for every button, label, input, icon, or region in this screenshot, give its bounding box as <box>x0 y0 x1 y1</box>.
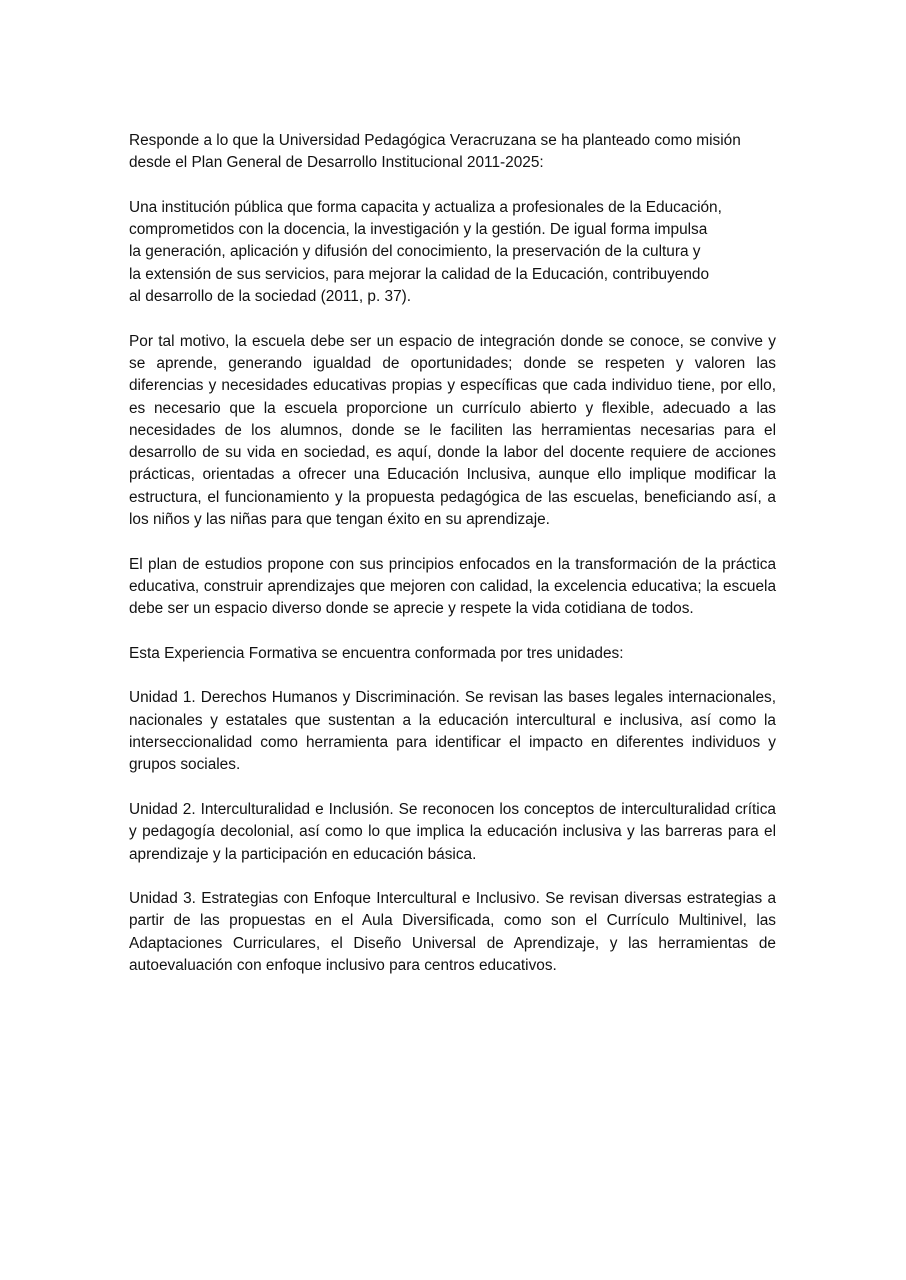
body-paragraph: El plan de estudios propone con sus principios enfocados en la transformación de la práctica educativa, construir aprendizajes que mejoren con calidad, la excelencia educativa; la escuela debe ser un espacio diverso donde se aprecie y respete la vida cotidiana de todos. <box>129 555 776 618</box>
quote-line: la extensión de sus servicios, para mejorar la calidad de la Educación, contribuyendo <box>129 265 710 283</box>
quote-line: la generación, aplicación y difusión del conocimiento, la preservación de la cultura y <box>129 243 701 261</box>
body-paragraph: Por tal motivo, la escuela debe ser un espacio de integración donde se conoce, se convive y se aprende, generando igualdad de oportunidades; donde se respeten y valoren las diferencias y necesidades educativas propias y específicas que cada individuo tiene, por ello, es necesario que la escuela proporcione un currículo abierto y flexible, adecuado a las necesidades de los alumnos, donde se le faciliten las herramientas necesarias para el desarrollo de su vida en sociedad, es aquí, donde la labor del docente requiere de acciones prácticas, orientadas a ofrecer una Educación Inclusiva, aunque ello implique modificar la estructura, el funcionamiento y la propuesta pedagógica de las escuelas, beneficiando así, a los niños y las niñas para que tengan éxito en su aprendizaje. <box>129 332 776 529</box>
intro-paragraph <box>129 130 776 175</box>
quote-line: Una institución pública que forma capacita y actualiza a profesionales de la Educación, <box>129 198 722 216</box>
unit-paragraph: Unidad 2. Interculturalidad e Inclusión. Se reconocen los conceptos de interculturalidad crítica y pedagogía decolonial, así como lo que implica la educación inclusiva y las barreras para el aprendizaje y la participación en educación básica. <box>129 800 776 863</box>
document-page <box>129 130 776 1000</box>
unit-paragraph: Unidad 1. Derechos Humanos y Discriminación. Se revisan las bases legales internacionales, nacionales y estatales que sustentan a la educación intercultural e inclusiva, así como la interseccionalidad como herramienta para identificar el impacto en diferentes individuos y grupos sociales. <box>129 689 776 774</box>
quote-line: al desarrollo de la sociedad (2011, p. 37). <box>129 288 412 306</box>
body-paragraph: Esta Experiencia Formativa se encuentra conformada por tres unidades: <box>129 644 624 662</box>
unit-paragraph: Unidad 3. Estrategias con Enfoque Intercultural e Inclusivo. Se revisan diversas estrategias a partir de las propuestas en el Aula Diversificada, como son el Currículo Multinivel, las Adaptaciones Curriculares, el Diseño Universal de Aprendizaje, y las herramientas de autoevaluación con enfoque inclusivo para centros educativos. <box>129 890 776 974</box>
intro-line: desde el Plan General de Desarrollo Institucional 2011-2025: <box>129 154 544 172</box>
mission-quote <box>129 197 776 308</box>
quote-line: comprometidos con la docencia, la investigación y la gestión. De igual forma impulsa <box>129 221 708 239</box>
intro-line: Responde a lo que la Universidad Pedagógica Veracruzana se ha planteado como misión <box>129 132 741 149</box>
